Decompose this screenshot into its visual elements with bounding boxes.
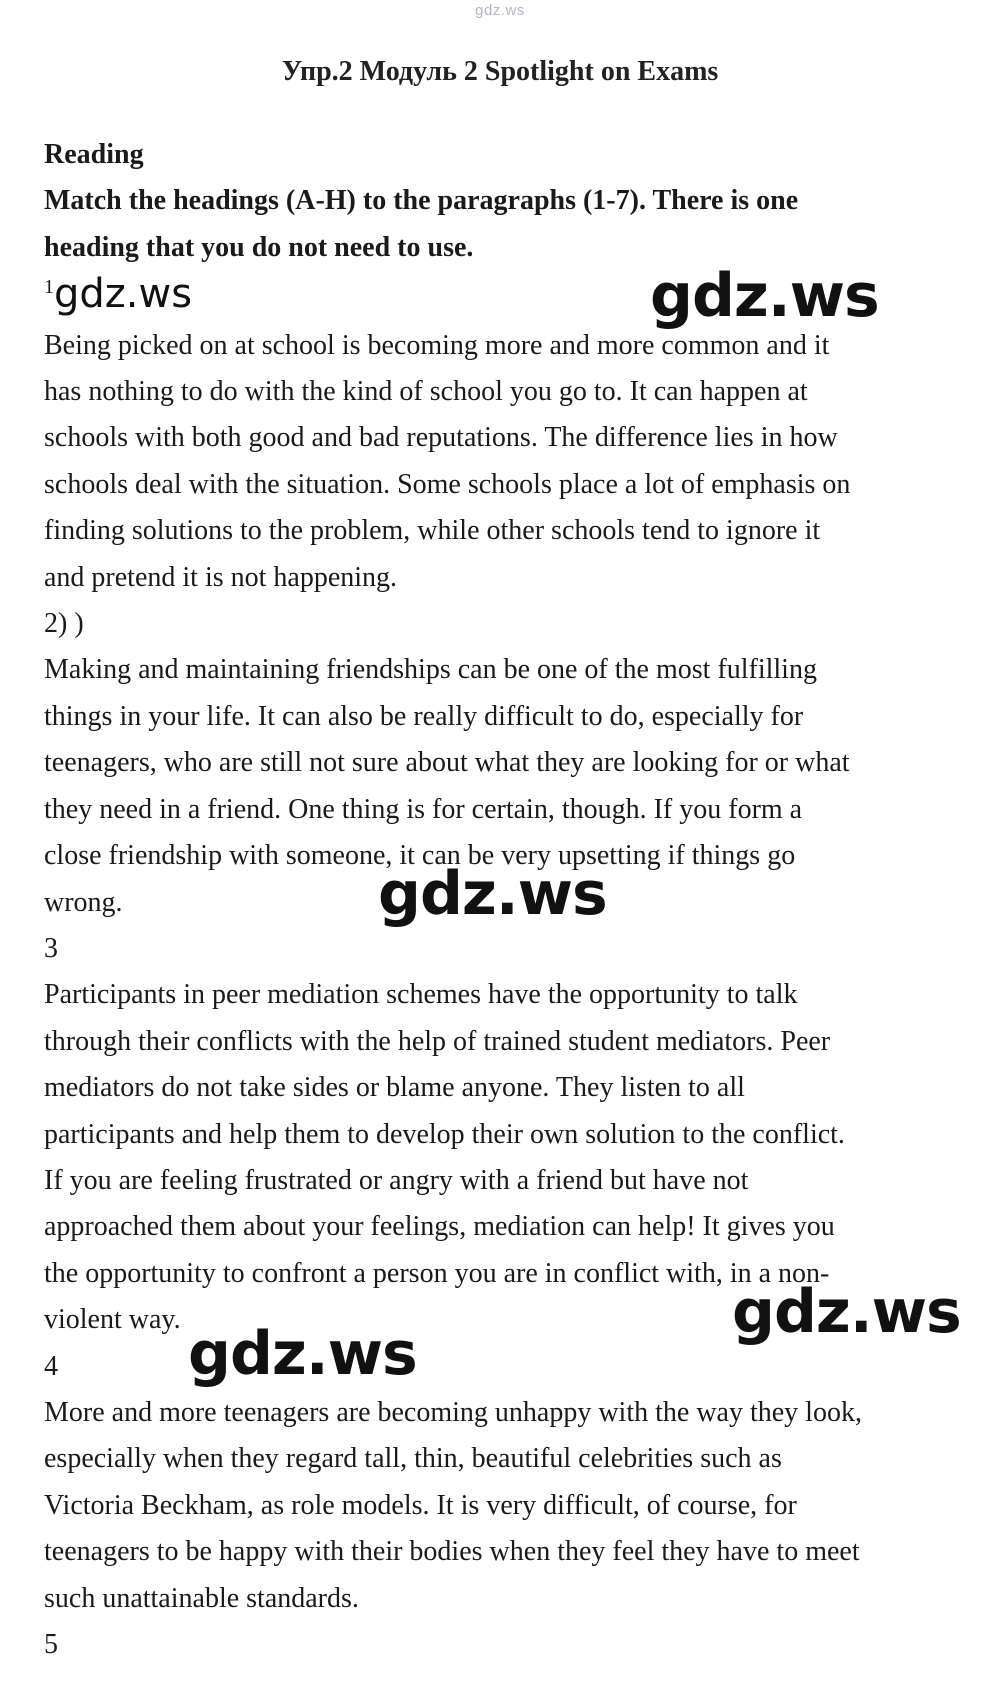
paragraph-line: If you are feeling frustrated or angry with a friend but have not bbox=[44, 1164, 749, 1196]
paragraph-line: teenagers to be happy with their bodies when they feel they have to meet bbox=[44, 1536, 860, 1568]
paragraph-number-5: 5 bbox=[44, 1629, 58, 1660]
paragraph-line: finding solutions to the problem, while other schools tend to ignore it bbox=[44, 515, 821, 547]
watermark: gdz.ws bbox=[732, 1277, 961, 1347]
instruction-line: heading that you do not need to use. bbox=[44, 231, 474, 263]
paragraph-number-1: 1 bbox=[44, 276, 54, 299]
paragraph-line: through their conflicts with the help of trained student mediators. Peer bbox=[44, 1025, 831, 1057]
watermark: gdz.ws bbox=[378, 859, 607, 929]
watermark: gdz.ws bbox=[188, 1319, 417, 1389]
paragraph-line: More and more teenagers are becoming unhappy with the way they look, bbox=[44, 1396, 862, 1428]
paragraph-line: schools deal with the situation. Some schools place a lot of emphasis on bbox=[44, 468, 851, 500]
paragraph-line: schools with both good and bad reputations. The difference lies in how bbox=[44, 422, 838, 454]
site-tag: gdz.ws bbox=[475, 2, 525, 19]
paragraph-line: Participants in peer mediation schemes have the opportunity to talk bbox=[44, 979, 798, 1011]
paragraph-line: mediators do not take sides or blame anyone. They listen to all bbox=[44, 1072, 745, 1104]
paragraph-number-4: 4 bbox=[44, 1350, 58, 1382]
paragraph-line: they need in a friend. One thing is for certain, though. If you form a bbox=[44, 793, 803, 825]
paragraph-line: Making and maintaining friendships can be one of the most fulfilling bbox=[44, 654, 817, 686]
watermark-inline: gdz.ws bbox=[54, 271, 193, 318]
paragraph-line: Victoria Beckham, as role models. It is very difficult, of course, for bbox=[44, 1489, 797, 1521]
paragraph-line: things in your life. It can also be really difficult to do, especially for bbox=[44, 700, 804, 732]
paragraph-line: violent way. bbox=[44, 1304, 181, 1336]
section-heading: Reading bbox=[44, 139, 144, 170]
page-title: Упр.2 Модуль 2 Spotlight on Exams bbox=[281, 56, 719, 87]
paragraph-line: participants and help them to develop their own solution to the conflict. bbox=[44, 1118, 845, 1150]
paragraph-number-2: 2) ) bbox=[44, 608, 84, 640]
paragraph-line: close friendship with someone, it can be very upsetting if things go bbox=[44, 840, 796, 872]
paragraph-line: approached them about your feelings, mediation can help! It gives you bbox=[44, 1211, 835, 1243]
paragraph-line: teenagers, who are still not sure about what they are looking for or what bbox=[44, 747, 850, 779]
watermark: gdz.ws bbox=[650, 261, 879, 331]
paragraph-number-3: 3 bbox=[44, 932, 58, 964]
paragraph-line: has nothing to do with the kind of school you go to. It can happen at bbox=[44, 376, 808, 408]
paragraph-line: wrong. bbox=[44, 886, 123, 918]
instruction-line: Match the headings (A-H) to the paragraphs (1-7). There is one bbox=[44, 185, 799, 217]
paragraph-line: especially when they regard tall, thin, beautiful celebrities such as bbox=[44, 1443, 782, 1475]
paragraph-line: and pretend it is not happening. bbox=[44, 561, 398, 593]
paragraph-line: such unattainable standards. bbox=[44, 1582, 359, 1614]
paragraph-line: Being picked on at school is becoming more and more common and it bbox=[44, 329, 830, 361]
paragraph-line: the opportunity to confront a person you are in conflict with, in a non- bbox=[44, 1257, 830, 1289]
